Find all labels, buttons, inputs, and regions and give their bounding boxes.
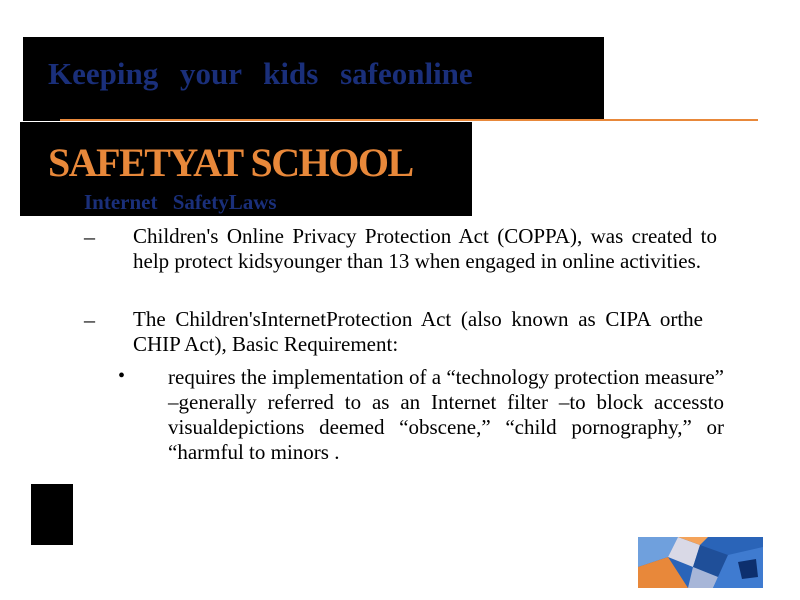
section-heading: SAFETYAT SCHOOL [48, 140, 413, 185]
logo-graphic-icon [638, 537, 763, 588]
slide-title: Keeping your kids safeonline [48, 56, 473, 91]
dash-marker-1: – [84, 224, 95, 249]
logo-image [638, 537, 763, 588]
cipa-paragraph: The Children'sInternetProtection Act (also known as CIPA orthe CHIP Act), Basic Requirement: [133, 307, 703, 356]
coppa-paragraph: Children's Online Privacy Protection Act (COPPA), was created to help protect kidsyounger than 13 when engaged in online activities. [133, 224, 717, 273]
requirement-paragraph: requires the implementation of a “technology protection measure” –generally referred to as an Internet filter –to block accessto visualdepictions deemed “obscene,” “child pornography,” or “harmful to minors . [168, 365, 724, 464]
dash-marker-2: – [84, 307, 95, 332]
decorative-black-square [31, 484, 73, 545]
divider-rule [60, 119, 758, 121]
subheading: Internet SafetyLaws [84, 190, 277, 214]
bullet-marker: • [118, 365, 126, 387]
